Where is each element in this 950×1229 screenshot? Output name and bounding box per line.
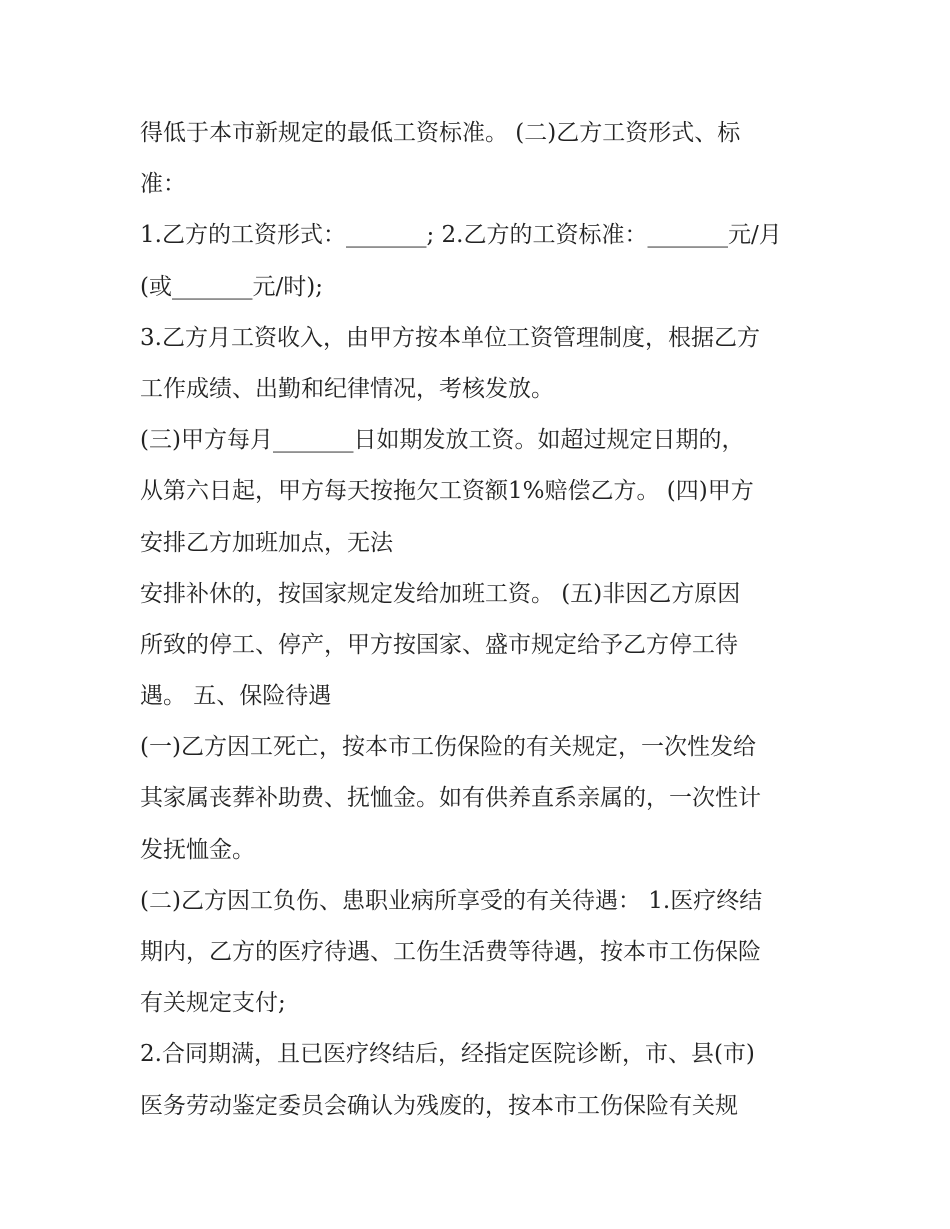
- text-line: 发抚恤金。: [140, 836, 255, 863]
- text-line: 其家属丧葬补助费、抚恤金。如有供养直系亲属的，一次性计: [140, 785, 761, 812]
- text-line: 安排补休的，按国家规定发给加班工资。 (五)非因乙方原因: [140, 580, 741, 607]
- text-line: 从第六日起，甲方每天按拖欠工资额1%赔偿乙方。 (四)甲方: [140, 478, 754, 505]
- text-line: 期内，乙方的医疗待遇、工伤生活费等待遇，按本市工伤保险: [140, 939, 761, 965]
- text-line: 工作成绩、出勤和纪律情况，考核发放。: [140, 375, 554, 402]
- text-line: 2.合同期满，且已医疗终结后，经指定医院诊断，市、县(市): [140, 1041, 755, 1068]
- text-line: 遇。 五、保险待遇: [140, 683, 332, 710]
- text-line: (三)甲方每月_______日如期发放工资。如超过规定日期的，: [140, 427, 745, 454]
- text-line: 有关规定支付;: [140, 990, 286, 1017]
- document-body: [140, 108, 820, 1132]
- text-line: 安排乙方加班加点，无法: [140, 529, 393, 556]
- text-line: 医务劳动鉴定委员会确认为残废的，按本市工伤保险有关规: [140, 1092, 738, 1119]
- text-line: (一)乙方因工死亡，按本市工伤保险的有关规定，一次性发给: [140, 734, 756, 761]
- text-line: 3.乙方月工资收入，由甲方按本单位工资管理制度，根据乙方: [140, 324, 760, 351]
- text-line: (或_______元/时);: [140, 273, 323, 300]
- text-line: 所致的停工、停产，甲方按国家、盛市规定给予乙方停工待: [140, 631, 738, 658]
- text-line: 1.乙方的工资形式：_______; 2.乙方的工资标准：_______元/月: [140, 222, 782, 249]
- text-line: (二)乙方因工负伤、患职业病所享受的有关待遇： 1.医疗终结: [140, 887, 763, 914]
- text-line: 得低于本市新规定的最低工资标准。 (二)乙方工资形式、标: [140, 120, 741, 146]
- text-line: 准：: [140, 171, 186, 198]
